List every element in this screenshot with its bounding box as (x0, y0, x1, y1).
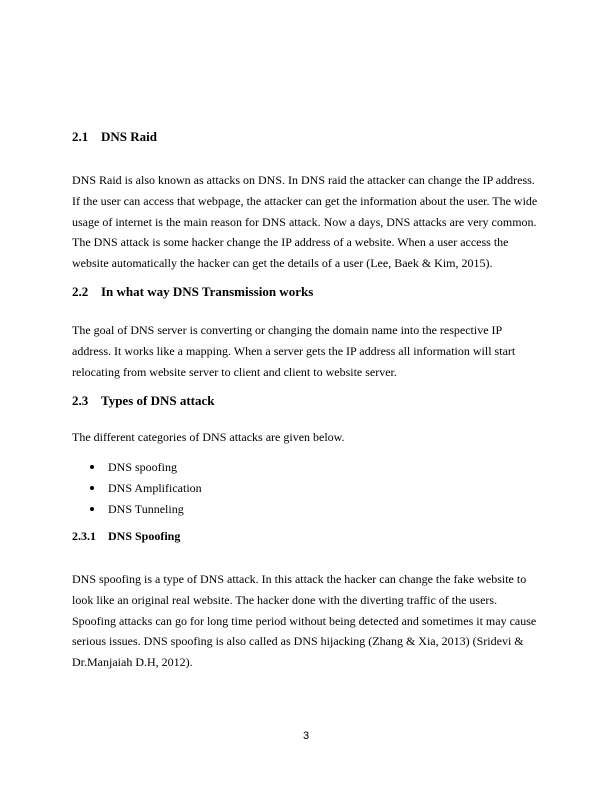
list-item (72, 459, 202, 480)
paragraph-line: DNS Raid is also known as attacks on DNS. In DNS raid the attacker can change the IP address. (72, 173, 535, 187)
paragraph-line: Dr.Manjaiah D.H, 2012). (72, 655, 193, 670)
list-item-label: DNS spoofing (108, 460, 178, 474)
list-item (72, 480, 202, 501)
section-2-3-intro: The different categories of DNS attacks are given below. (72, 430, 345, 444)
paragraph-line: look like an original real website. The hacker done with the diverting traffic of the users. (72, 592, 498, 607)
subsection-2-3-1-paragraph (72, 569, 542, 673)
paragraph-line: usage of internet is the main reason for DNS attack. Now a days, DNS attacks are very common. (72, 214, 537, 229)
section-number: 2.1 (72, 129, 89, 144)
section-heading-2-2 (72, 284, 313, 300)
paragraph-line: If the user can access that webpage, the attacker can get the information about the user. The wide (72, 193, 538, 208)
paragraph-line: DNS spoofing is a type of DNS attack. In this attack the hacker can change the fake website to (72, 572, 527, 586)
section-2-2-paragraph (72, 320, 542, 382)
section-2-1-paragraph (72, 170, 542, 274)
section-title: In what way DNS Transmission works (101, 284, 314, 299)
paragraph-line: serious issues. DNS spoofing is also called as DNS hijacking (Zhang & Xia, 2013) (Sridevi & (72, 634, 524, 649)
subsection-heading-2-3-1 (72, 529, 180, 544)
paragraph-line: website automatically the hacker can get the details of a user (Lee, Baek & Kim, 2015). (72, 256, 493, 271)
subsection-title: DNS Spoofing (108, 529, 181, 543)
section-title: Types of DNS attack (101, 393, 215, 408)
paragraph-line: The DNS attack is some hacker change the IP address of a website. When a user access the (72, 235, 509, 250)
bullet-icon (90, 465, 94, 469)
subsection-number: 2.3.1 (72, 529, 96, 543)
paragraph-line: Spoofing attacks can go for long time period without being detected and sometimes it may cause (72, 613, 537, 628)
list-item-label: DNS Tunneling (108, 502, 184, 516)
bullet-icon (90, 507, 94, 511)
bullet-icon (90, 486, 94, 490)
section-title: DNS Raid (101, 129, 157, 144)
paragraph-line: relocating from website server to client and client to website server. (72, 364, 397, 379)
paragraph-line: The goal of DNS server is converting or changing the domain name into the respective IP (72, 323, 503, 337)
section-heading-2-3 (72, 393, 215, 409)
list-item (72, 501, 202, 522)
section-heading-2-1 (72, 129, 157, 145)
paragraph-line: address. It works like a mapping. When a server gets the IP address all information will start (72, 343, 516, 358)
list-item-label: DNS Amplification (108, 481, 202, 495)
section-number: 2.2 (72, 284, 89, 299)
attack-types-list (72, 459, 202, 522)
page-number: 3 (302, 730, 310, 742)
section-number: 2.3 (72, 393, 89, 408)
